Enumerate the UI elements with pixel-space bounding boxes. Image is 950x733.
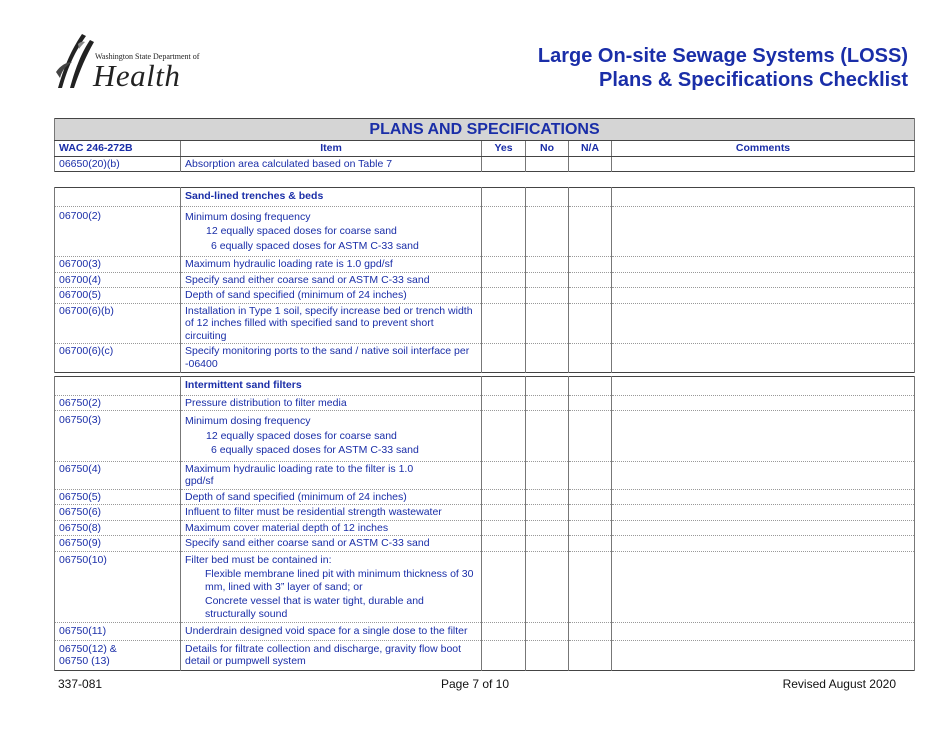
table-row [55, 395, 915, 411]
na-cell[interactable] [569, 640, 612, 670]
health-logo [52, 30, 200, 94]
yes-cell[interactable] [482, 257, 526, 273]
comments-cell[interactable] [612, 505, 915, 521]
yes-cell[interactable] [482, 640, 526, 670]
item-text: Depth of sand specified (minimum of 24 inches) [181, 489, 482, 505]
table-row [55, 257, 915, 273]
yes-cell[interactable] [482, 411, 526, 462]
item-text: Filter bed must be contained in: Flexible membrane lined pit with minimum thickness of 30 mm, lined with 3” layer of sand; or Concrete vessel that is water tight, durable and structurally sound [181, 551, 482, 623]
na-cell[interactable] [569, 303, 612, 344]
na-cell[interactable] [569, 206, 612, 257]
item-text: Minimum dosing frequency 12 equally spaced doses for coarse sand 6 equally spaced doses for ASTM C-33 sand [181, 206, 482, 257]
item-text: Influent to filter must be residential strength wastewater [181, 505, 482, 521]
yes-cell[interactable] [482, 344, 526, 373]
no-cell[interactable] [526, 640, 569, 670]
header-wac: WAC 246-272B [55, 141, 181, 157]
table-row [55, 505, 915, 521]
item-text: Specify sand either coarse sand or ASTM C-33 sand [181, 272, 482, 288]
wac-code: 06750(6) [55, 505, 181, 521]
yes-cell[interactable] [482, 156, 526, 172]
table-row [55, 303, 915, 344]
logo-name: Health [93, 58, 181, 93]
item-text: Depth of sand specified (minimum of 24 inches) [181, 288, 482, 304]
header-no: No [526, 141, 569, 157]
comments-cell[interactable] [612, 411, 915, 462]
yes-cell[interactable] [482, 489, 526, 505]
na-cell[interactable] [569, 536, 612, 552]
no-cell[interactable] [526, 461, 569, 489]
comments-cell[interactable] [612, 461, 915, 489]
wac-code: 06750(3) [55, 411, 181, 462]
na-cell[interactable] [569, 520, 612, 536]
item-text: Specify sand either coarse sand or ASTM C-33 sand [181, 536, 482, 552]
no-cell[interactable] [526, 520, 569, 536]
title-line-2: Plans & Specifications Checklist [599, 69, 908, 91]
no-cell[interactable] [526, 303, 569, 344]
na-cell[interactable] [569, 505, 612, 521]
na-cell[interactable] [569, 461, 612, 489]
comments-cell[interactable] [612, 520, 915, 536]
no-cell[interactable] [526, 411, 569, 462]
document-title [538, 44, 908, 92]
yes-cell[interactable] [482, 395, 526, 411]
yes-cell[interactable] [482, 303, 526, 344]
comments-cell[interactable] [612, 206, 915, 257]
na-cell[interactable] [569, 551, 612, 623]
header-comments: Comments [612, 141, 915, 157]
yes-cell[interactable] [482, 288, 526, 304]
table-row [55, 288, 915, 304]
comments-cell[interactable] [612, 489, 915, 505]
table-row [55, 461, 915, 489]
yes-cell[interactable] [482, 536, 526, 552]
no-cell[interactable] [526, 257, 569, 273]
table-row [55, 344, 915, 373]
header-item: Item [181, 141, 482, 157]
yes-cell[interactable] [482, 461, 526, 489]
comments-cell[interactable] [612, 551, 915, 623]
header-na: N/A [569, 141, 612, 157]
wac-code: 06750(2) [55, 395, 181, 411]
wac-code: 06700(6)(c) [55, 344, 181, 373]
wac-code: 06650(20)(b) [55, 156, 181, 172]
na-cell[interactable] [569, 489, 612, 505]
yes-cell[interactable] [482, 206, 526, 257]
form-number: 337-081 [58, 677, 103, 691]
yes-cell[interactable] [482, 551, 526, 623]
specifications-header-table [54, 118, 915, 172]
wac-code: 06700(2) [55, 206, 181, 257]
na-cell[interactable] [569, 288, 612, 304]
wac-code: 06750(5) [55, 489, 181, 505]
comments-cell[interactable] [612, 623, 915, 641]
table-row [55, 411, 915, 462]
wac-code: 06700(4) [55, 272, 181, 288]
table-row [55, 640, 915, 670]
logo-org-line: Washington State Department of [95, 52, 200, 61]
table-row [55, 272, 915, 288]
table-row [55, 206, 915, 257]
comments-cell[interactable] [612, 288, 915, 304]
na-cell[interactable] [569, 623, 612, 641]
item-text: Absorption area calculated based on Table 7 [181, 156, 482, 172]
yes-cell[interactable] [482, 505, 526, 521]
no-cell[interactable] [526, 156, 569, 172]
intermittent-sand-filters-table [54, 376, 915, 671]
no-cell[interactable] [526, 272, 569, 288]
item-text: Maximum hydraulic loading rate to the filter is 1.0 gpd/sf [181, 461, 482, 489]
item-text: Pressure distribution to filter media [181, 395, 482, 411]
wac-code: 06750(12) & 06750 (13) [55, 640, 181, 670]
comments-cell[interactable] [612, 640, 915, 670]
item-text: Specify monitoring ports to the sand / native soil interface per -06400 [181, 344, 482, 373]
wac-code: 06750(8) [55, 520, 181, 536]
comments-cell[interactable] [612, 536, 915, 552]
item-text: Maximum cover material depth of 12 inches [181, 520, 482, 536]
header-yes: Yes [482, 141, 526, 157]
table-row [55, 156, 915, 172]
revised-date: Revised August 2020 [782, 677, 896, 691]
no-cell[interactable] [526, 489, 569, 505]
item-text: Maximum hydraulic loading rate is 1.0 gpd/sf [181, 257, 482, 273]
comments-cell[interactable] [612, 303, 915, 344]
na-cell[interactable] [569, 344, 612, 373]
yes-cell[interactable] [482, 272, 526, 288]
no-cell[interactable] [526, 623, 569, 641]
comments-cell[interactable] [612, 272, 915, 288]
page-number: Page 7 of 10 [440, 677, 510, 691]
yes-cell[interactable] [482, 520, 526, 536]
item-text: Underdrain designed void space for a single dose to the filter [181, 623, 482, 641]
wac-code: 06750(9) [55, 536, 181, 552]
wac-code: 06750(11) [55, 623, 181, 641]
wac-code: 06750(10) [55, 551, 181, 623]
na-cell[interactable] [569, 272, 612, 288]
comments-cell[interactable] [612, 395, 915, 411]
table-row [55, 551, 915, 623]
no-cell[interactable] [526, 395, 569, 411]
na-cell[interactable] [569, 395, 612, 411]
item-text: Details for filtrate collection and discharge, gravity flow boot detail or pumpwell system [181, 640, 482, 670]
yes-cell[interactable] [482, 623, 526, 641]
title-line-1: Large On-site Sewage Systems (LOSS) [537, 45, 908, 67]
comments-cell[interactable] [612, 344, 915, 373]
comments-cell[interactable] [612, 257, 915, 273]
health-logo-icon [52, 32, 96, 92]
no-cell[interactable] [526, 505, 569, 521]
sand-lined-table [54, 187, 915, 373]
item-text: Installation in Type 1 soil, specify increase bed or trench width of 12 inches filled with specified sand to prevent short circuiting [181, 303, 482, 344]
table-row [55, 536, 915, 552]
table-row [55, 520, 915, 536]
table-row [55, 489, 915, 505]
no-cell[interactable] [526, 344, 569, 373]
na-cell[interactable] [569, 257, 612, 273]
wac-code: 06700(6)(b) [55, 303, 181, 344]
section-heading: Intermittent sand filters [181, 377, 482, 396]
section-banner: PLANS AND SPECIFICATIONS [55, 119, 915, 141]
no-cell[interactable] [526, 288, 569, 304]
na-cell[interactable] [569, 156, 612, 172]
comments-cell[interactable] [612, 156, 915, 172]
no-cell[interactable] [526, 551, 569, 623]
wac-code: 06700(3) [55, 257, 181, 273]
section-heading: Sand-lined trenches & beds [181, 188, 482, 207]
no-cell[interactable] [526, 536, 569, 552]
na-cell[interactable] [569, 411, 612, 462]
no-cell[interactable] [526, 206, 569, 257]
table-row [55, 623, 915, 641]
item-text: Minimum dosing frequency 12 equally spaced doses for coarse sand 6 equally spaced doses for ASTM C-33 sand [181, 411, 482, 462]
wac-code: 06700(5) [55, 288, 181, 304]
wac-code: 06750(4) [55, 461, 181, 489]
